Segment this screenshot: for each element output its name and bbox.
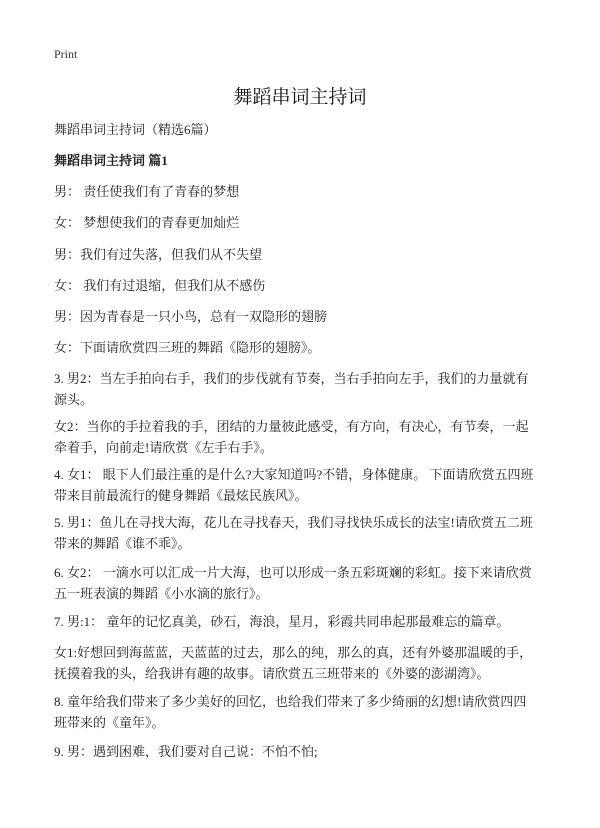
paragraph: 9. 男：遇到困难，我们要对自己说：不怕不怕;	[54, 744, 318, 759]
paragraph: 3. 男2：当左手拍向右手，我们的步伐就有节奏，当右手拍向左手，我们的力量就有源头。	[54, 371, 529, 407]
document-title: 舞蹈串词主持词	[233, 87, 367, 108]
section-heading: 舞蹈串词主持词 篇1	[54, 153, 168, 168]
paragraph: 男：因为青春是一只小鸟，总有一双隐形的翅膀	[54, 309, 328, 324]
paragraph: 4. 女1： 眼下人们最注重的是什么?大家知道吗?不错，身体健康。 下面请欣赏五四班带来目前最流行的健身舞蹈《最炫民族风》。	[54, 467, 534, 503]
paragraph: 女1:好想回到海蓝蓝，天蓝蓝的过去，那么的纯，那么的真，还有外婆那温暖的手，抚摸着我的头，给我讲有趣的故事。请欣赏五三班带来的《外婆的澎湖湾》。	[54, 645, 533, 681]
paragraph: 6. 女2： 一滴水可以汇成一片大海，也可以形成一条五彩斑斓的彩虹。接下来请欣赏五一班表演的舞蹈《小水滴的旅行》。	[54, 565, 532, 601]
paragraph: 女：下面请欣赏四三班的舞蹈《隐形的翅膀》。	[54, 340, 321, 355]
paragraph: 7. 男:1： 童年的记忆真美，砂石，海浪，星月，彩霞共同串起那最难忘的篇章。	[54, 614, 510, 629]
print-link[interactable]: Print	[54, 47, 78, 61]
paragraph: 男：我们有过失落，但我们从不失望	[54, 247, 263, 262]
paragraph: 女： 梦想使我们的青春更加灿烂	[54, 215, 240, 230]
paragraph: 5. 男1：鱼儿在寻找大海，花儿在寻找春天，我们寻找快乐成长的法宝!请欣赏五二班带来的舞蹈《谁不乖》。	[54, 515, 533, 551]
paragraph: 女2：当你的手拉着我的手，团结的力量彼此感受，有方向，有决心，有节奏，一起牵着手，向前走!请欣赏《左手右手》。	[54, 419, 529, 455]
paragraph: 8. 童年给我们带来了多少美好的回忆，也给我们带来了多少绮丽的幻想!请欣赏四四班带来的《童年》。	[54, 694, 527, 730]
paragraph: 男： 责任使我们有了青春的梦想	[54, 184, 240, 199]
document-subtitle: 舞蹈串词主持词（精选6篇）	[54, 122, 217, 137]
paragraph: 女： 我们有过退缩，但我们从不感伤	[54, 278, 266, 293]
